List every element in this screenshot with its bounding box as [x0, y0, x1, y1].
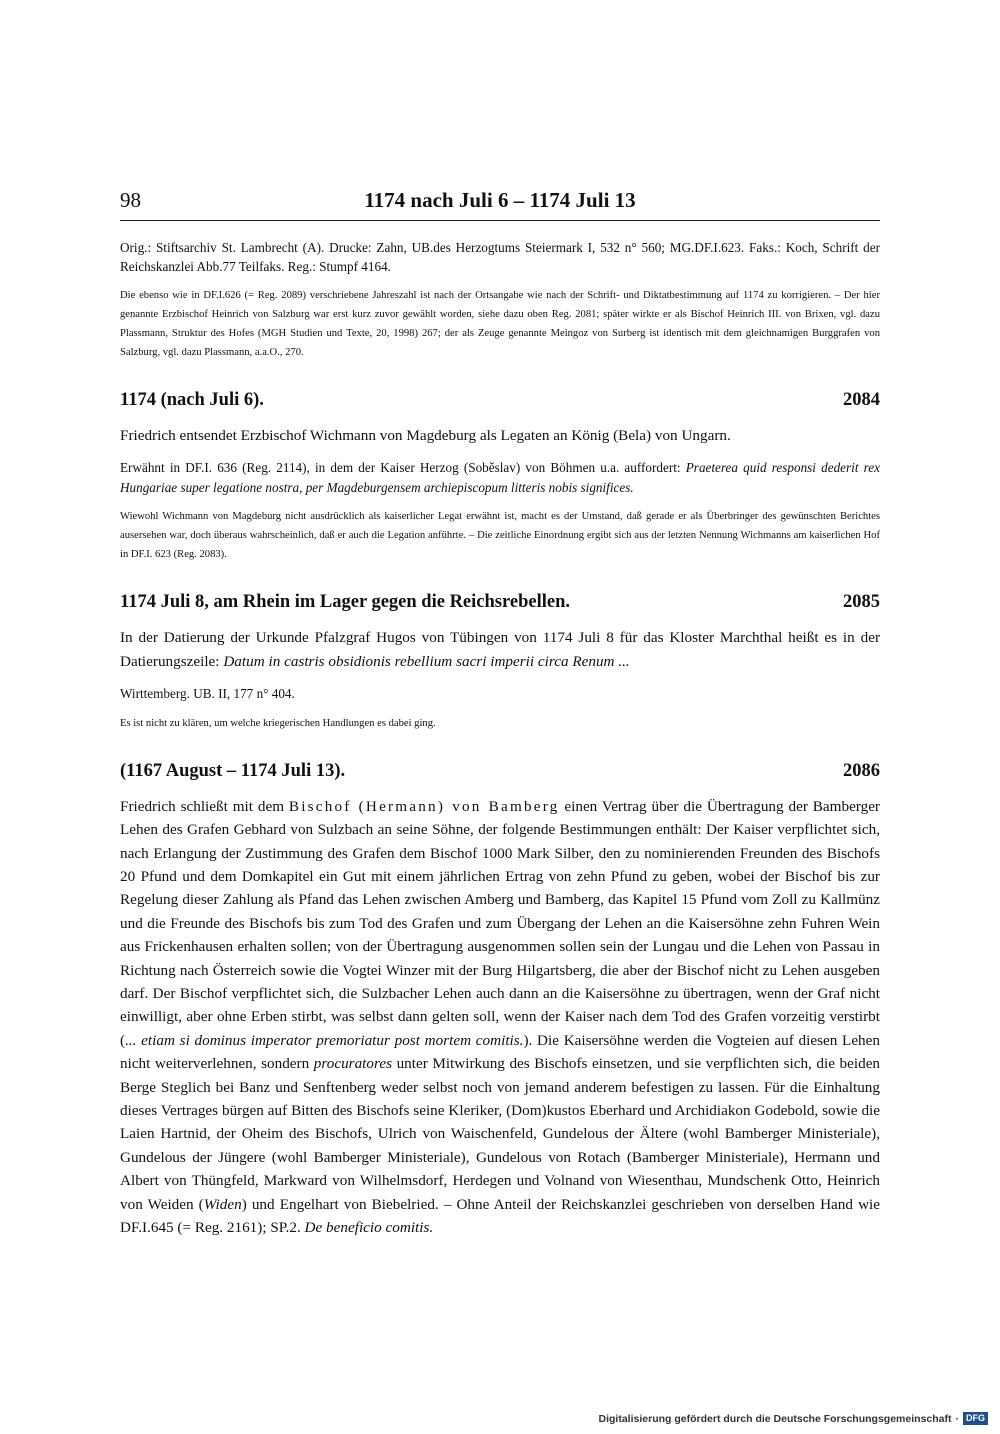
entry-heading — [120, 390, 880, 414]
funding-text: Digitalisierung gefördert durch die Deutsche Forschungsgemeinschaft — [598, 1412, 952, 1425]
summary-text: einen Vertrag über die Übertragung der Bamberger Lehen des Grafen Gebhard von Sulzbach an seine Söhne, der folgende Bestimmungen enthält: Der Kaiser verpflichtet sich, nach Erlangung der Zustimmung des Grafen dem Bischof 1000 Mark Silber, den zu nominierenden Freunden des Bischofs 20 Pfund und dem Domkapitel ein Gut mit einem jährlichen Ertrag von zehn Pfund zu geben, wobei der Bischof bis zur Regelung dieser Zahlung als Pfand das Lehen zwischen Amberg und Bamberg, das Kapitel 15 Pfund vom Zoll zu Kallmünz und die Freunde des Bischofs bis zum Tod des Grafen und zum Übergang der Lehen an die Kaisersöhne zehn Fuhren Wein aus Frickenhausen erhalten sollen; von der Übertragung ausgenommen sollen sein der Lungau und die Lehen von Passau in Richtung nach Österreich sowie die Vogtei Winzer mit der Burg Hilgartsberg, die aber der Bischof nicht zu Lehen ausgeben darf. Der Bischof verpflichtet sich, die Sulzbacher Lehen auch dann an die Kaisersöhne zu übertragen, wenn der Graf nicht einwilligt, aber ohne Erben stirbt, was selbst dann gelten soll, wenn der Kaiser nach dem Tod des Grafen vorzeitig verstirbt ( — [120, 797, 880, 1049]
latin-term: procuratores — [313, 1055, 392, 1073]
summary-text: ). Die Kaisersöhne werden die Vogteien auf diesen Lehen nicht weiterverlehnen, sondern — [120, 1031, 880, 1073]
entry-2086 — [120, 761, 880, 1240]
running-title: 1174 nach Juli 6 – 1174 Juli 13 — [364, 188, 636, 212]
latin-quote: ... etiam si dominus imperator premoriatur post mortem comitis. — [125, 1031, 524, 1049]
entry-title: (1167 August – 1174 Juli 13). — [120, 760, 346, 781]
latin-quote: Datum in castris obsidionis rebellium sacri imperii circa Renum ... — [223, 652, 630, 670]
summary-text: unter Mitwirkung des Bischofs einsetzen, und sie verpflichten sich, die beiden Berge Steglich bei Banz und Senftenberg weder selbst noch von jemand anderem befestigen zu lassen. Für die Einhaltung dieses Vertrages bürgen auf Bitten des Bischofs seine Kleriker, (Dom)kustos Eberhard und Archidiakon Godebold, sowie die Laien Hartnid, der Oheim des Bischofs, Ulrich von Waischenfeld, Gundelous der Ältere (wohl Bamberger Ministeriale), Gundelous der Jüngere (wohl Bamberger Ministeriale), Gundelous von Rotach (Bamberger Ministeriale), Hermann und Albert von Thüngfeld, Markward von Wilhelmsdorf, Herdegen und Volnand von Wiesenthau, Mundschenk Otto, Heinrich von Weiden ( — [120, 1055, 881, 1213]
entry-summary: Friedrich entsendet Erzbischof Wichmann von Magdeburg als Legaten an König (Bela) von Ungarn. — [120, 427, 731, 444]
entry-title: 1174 Juli 8, am Rhein im Lager gegen die Reichsrebellen. — [120, 592, 570, 613]
summary-text: Friedrich schließt mit dem — [120, 797, 285, 815]
intro-source: Orig.: Stiftsarchiv St. Lambrecht (A). Drucke: Zahn, UB.des Herzogtums Steiermark I, 532 n° 560; MG.DF.I.623. Faks.: Koch, Schrift der Reichskanzlei Abb.77 Teilfaks. Reg.: Stumpf 4164. — [120, 240, 880, 274]
header-rule — [120, 220, 880, 221]
entry-source: Wirttemberg. UB. II, 177 n° 404. — [120, 686, 295, 702]
entry-summary — [120, 626, 880, 673]
page-number: 98 — [120, 188, 141, 212]
intro-note: Die ebenso wie in DF.I.626 (= Reg. 2089) verschriebene Jahreszahl ist nach der Ortsangabe wie nach der Schrift- und Diktatbestimmung auf 1174 zu korrigieren. – Der hier genannte Erzbischof Heinrich von Salzburg war erst kurz zuvor gewählt worden, siehe dazu oben Reg. 2081; später wirkte er als Bischof Heinrich III. von Brixen, vgl. dazu Plassmann, Struktur des Hofes (MGH Studien und Texte, 20, 1998) 267; der als Zeuge genannte Meingoz von Surberg ist identisch mit dem gleichnamigen Burggrafen von Salzburg, vgl. dazu Plassmann, a.a.O., 270. — [120, 290, 880, 358]
summary-text: In der Datierung der Urkunde Pfalzgraf Hugos von Tübingen von 1174 Juli 8 für das Kloster Marchthal heißt es in der Datierungszeile: — [120, 629, 880, 670]
dfg-logo-icon: DFG — [963, 1412, 988, 1425]
entry-title: 1174 (nach Juli 6). — [120, 390, 264, 410]
funding-footer — [599, 1412, 988, 1425]
document-page — [120, 188, 880, 1239]
entry-source — [120, 458, 880, 497]
entry-number: 2084 — [843, 390, 880, 410]
latin-quote: De beneficio comitis. — [304, 1219, 434, 1237]
entry-2084 — [120, 390, 880, 564]
entry-summary — [120, 795, 880, 1240]
entry-2085 — [120, 592, 880, 732]
source-text: Erwähnt in DF.I. 636 (Reg. 2114), in dem der Kaiser Herzog (Soběslav) von Böhmen u.a. auffordert: — [120, 460, 681, 476]
entry-heading — [120, 592, 880, 616]
entry-note: Es ist nicht zu klären, um welche kriegerischen Handlungen es dabei ging. — [120, 717, 436, 729]
entry-heading — [120, 761, 880, 785]
entry-note: Wiewohl Wichmann von Magdeburg nicht ausdrücklich als kaiserlicher Legat erwähnt ist, macht es der Umstand, daß gerade er als Überbringer des gewünschten Berichtes ausersehen war, doch überaus wahrscheinlich, daß er auch die Legation anführte. – Die zeitliche Einordnung ergibt sich aus der letzten Nennung Wichmanns am kaiserlichen Hof in DF.I. 623 (Reg. 2083). — [120, 511, 880, 561]
recipient-name: Bischof (Hermann) von Bamberg — [288, 797, 560, 815]
summary-text: ) und Engelhart von Biebelried. – Ohne Anteil der Reichskanzlei geschrieben von derselben Hand wie DF.I.645 (= Reg. 2161); SP.2. — [120, 1195, 880, 1237]
latin-term: Widen — [203, 1195, 242, 1213]
page-header — [120, 188, 880, 218]
entry-number: 2086 — [843, 760, 880, 781]
separator-dot: · — [955, 1412, 959, 1425]
entry-number: 2085 — [843, 592, 880, 613]
latin-quote: Praeterea quid responsi dederit rex Hungariae super legatione nostra, per Magdeburgensem archiepiscopum litteris nobis significes. — [120, 460, 881, 495]
